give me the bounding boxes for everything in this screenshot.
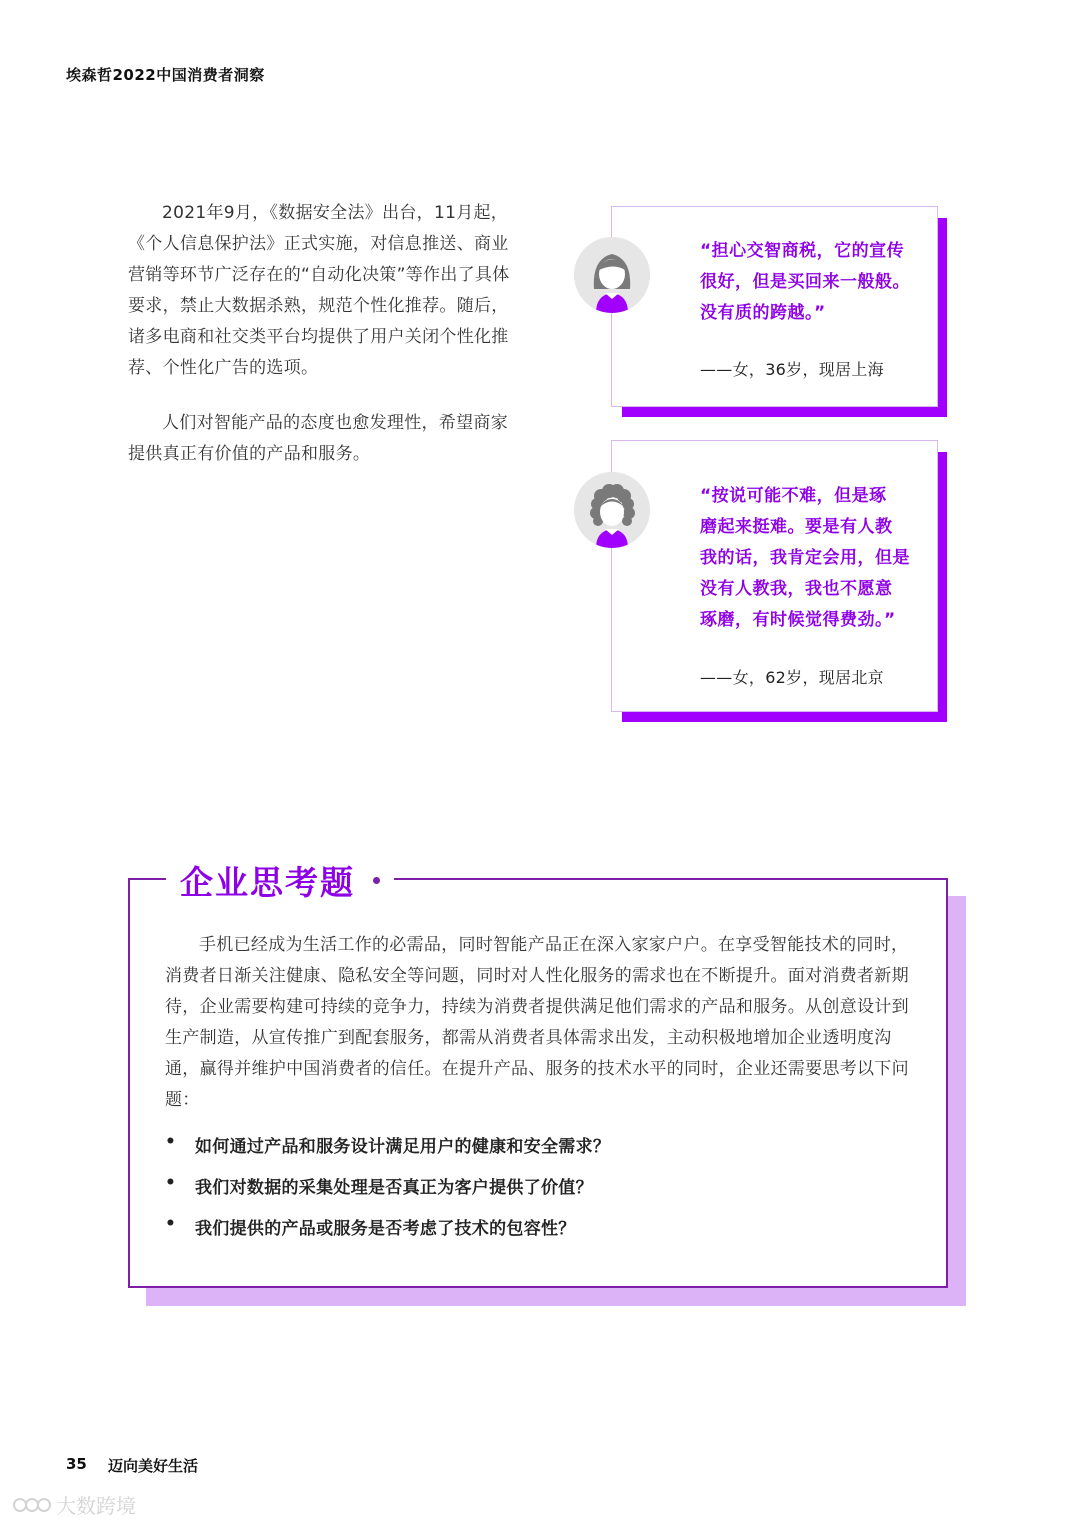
watermark-logo-icon bbox=[12, 1494, 52, 1516]
avatar-woman-icon bbox=[574, 237, 650, 313]
list-item bbox=[165, 1132, 925, 1173]
quote-line: 很好，但是买回来一般般。 bbox=[700, 272, 910, 292]
quote-line: “担心交智商税，它的宣传 bbox=[700, 241, 905, 261]
question-text: 如何通过产品和服务设计满足用户的健康和安全需求？ bbox=[195, 1137, 611, 1157]
watermark-text: 大数跨境 bbox=[56, 1494, 136, 1518]
question-text: 我们提供的产品或服务是否考虑了技术的包容性？ bbox=[195, 1219, 576, 1239]
question-text: 我们对数据的采集处理是否真正为客户提供了价值？ bbox=[195, 1178, 593, 1198]
quote-line: 我的话，我肯定会用，但是 bbox=[700, 548, 910, 568]
list-item bbox=[165, 1173, 925, 1214]
page-number: 35 bbox=[66, 1455, 87, 1473]
title-dot-icon bbox=[373, 877, 380, 884]
bullet-icon: • bbox=[165, 1132, 177, 1152]
quote-text bbox=[700, 481, 930, 636]
quote-attribution: ——女，62岁，现居北京 bbox=[700, 668, 884, 687]
quote-line: 没有质的跨越。” bbox=[700, 303, 826, 323]
list-item bbox=[165, 1214, 925, 1255]
section-title: 迈向美好生活 bbox=[108, 1457, 199, 1475]
report-title: 埃森哲2022中国消费者洞察 bbox=[66, 66, 265, 84]
thinking-paragraph: 手机已经成为生活工作的必需品，同时智能产品正在深入家家户户。在享受智能技术的同时，消费者日渐关注健康、隐私安全等问题，同时对人性化服务的需求也在不断提升。面对消费者新期待，企业需要构建可持续的竞争力，持续为消费者提供满足他们需求的产品和服务。从创意设计到生产制造，从宣传推广到配套服务，都需从消费者具体需求出发，主动积极地增加企业透明度沟通，赢得并维护中国消费者的信任。在提升产品、服务的技术水平的同时，企业还需要思考以下问题： bbox=[165, 935, 909, 1110]
body-paragraph: 2021年9月，《数据安全法》出台，11月起，《个人信息保护法》正式实施，对信息推送、商业营销等环节广泛存在的“自动化决策”等作出了具体要求，禁止大数据杀熟，规范个性化推荐。随后，诸多电商和社交类平台均提供了用户关闭个性化推荐、个性化广告的选项。 bbox=[128, 203, 510, 378]
thinking-title: 企业思考题 bbox=[180, 862, 355, 902]
quote-line: 磨起来挺难。要是有人教 bbox=[700, 517, 893, 537]
watermark bbox=[12, 1490, 136, 1519]
quote-line: 琢磨，有时候觉得费劲。” bbox=[700, 610, 896, 630]
quote-attribution: ——女，36岁，现居上海 bbox=[700, 360, 884, 379]
body-text bbox=[128, 198, 520, 494]
avatar-elderly-woman-icon bbox=[574, 472, 650, 548]
body-paragraph: 人们对智能产品的态度也愈发理性，希望商家提供真正有价值的产品和服务。 bbox=[128, 413, 508, 464]
thinking-questions bbox=[165, 1132, 925, 1255]
quote-text bbox=[700, 236, 930, 329]
quote-line: 没有人教我，我也不愿意 bbox=[700, 579, 893, 599]
bullet-icon: • bbox=[165, 1173, 177, 1193]
quote-line: “按说可能不难，但是琢 bbox=[700, 486, 887, 506]
thinking-title-wrap bbox=[166, 856, 394, 904]
bullet-icon: • bbox=[165, 1214, 177, 1234]
